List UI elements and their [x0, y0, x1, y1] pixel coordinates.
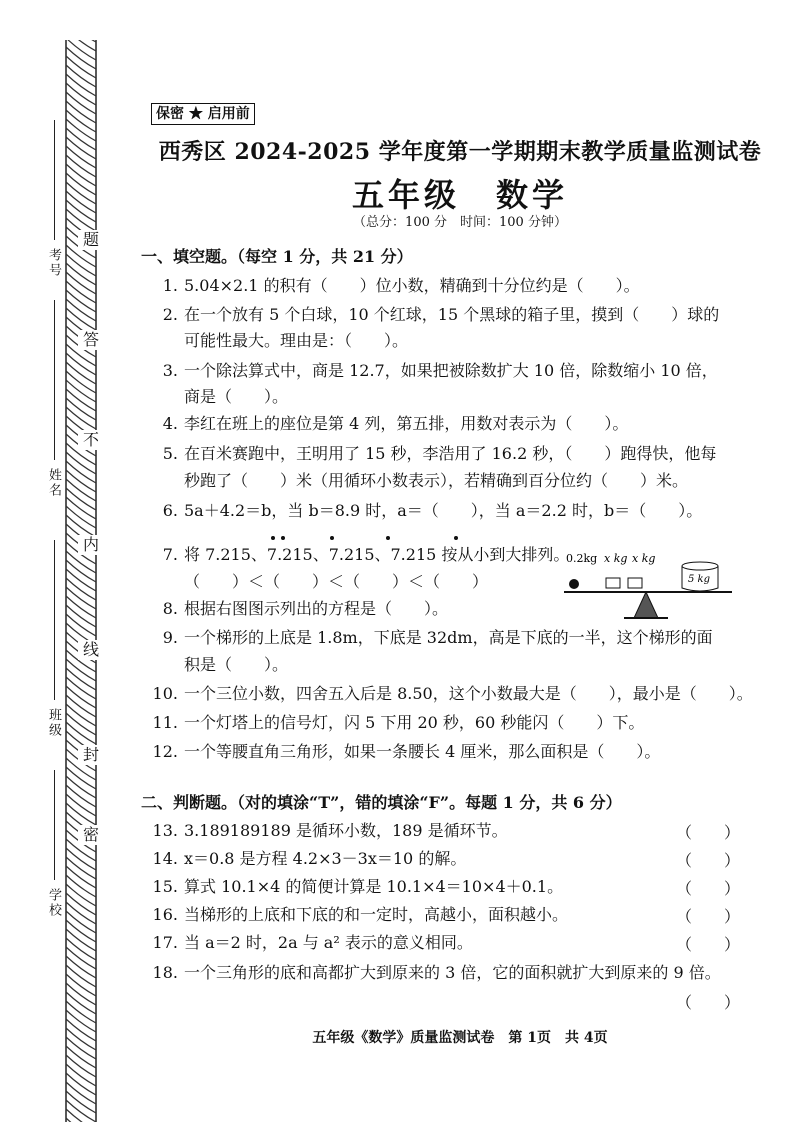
- box-weight: [628, 578, 642, 588]
- question-2-line2: 可能性最大。理由是：（ ）。: [184, 331, 409, 350]
- confidential-badge: 保密 ★ 启用前: [151, 103, 255, 125]
- question-1: 1. 5.04×2.1 的积有（ ）位小数，精确到十分位约是（ ）。: [162, 276, 640, 295]
- answer-box-14[interactable]: （ ）: [676, 851, 741, 870]
- question-10: 10. 一个三位小数，四舍五入后是 8.50，这个小数最大是（ ），最小是（ ）。: [152, 684, 753, 703]
- school-line: [54, 770, 55, 880]
- repeat-dot: [454, 536, 458, 540]
- answer-box-15[interactable]: （ ）: [676, 879, 741, 898]
- question-4: 4. 李红在班上的座位是第 4 列，第五排，用数对表示为（ ）。: [162, 414, 629, 433]
- question-8: 8. 根据右图图示列出的方程是（ ）。: [162, 599, 449, 618]
- cylinder-top: [682, 562, 718, 570]
- question-9: 9. 一个梯形的上底是 1.8m，下底是 32dm，高是下底的一半，这个梯形的面: [162, 628, 713, 647]
- question-6: 6. 5a＋4.2＝b，当 b＝8.9 时，a＝（ ），当 a＝2.2 时，b＝（ ）。: [162, 501, 703, 520]
- seal-char: 不: [78, 430, 104, 450]
- answer-box-17[interactable]: （ ）: [676, 935, 741, 954]
- question-17: 17. 当 a＝2 时，2a 与 a² 表示的意义相同。: [152, 933, 473, 952]
- question-7-line2: （ ）＜（ ）＜（ ）＜（ ）: [184, 572, 489, 591]
- section1-title: 一、填空题。（每空 1 分，共 21 分）: [141, 247, 413, 266]
- answer-box-16[interactable]: （ ）: [676, 907, 741, 926]
- exam-title: 西秀区 2024-2025 学年度第一学期期末教学质量监测试卷: [158, 139, 762, 165]
- weight-label-right: 5 kg: [688, 574, 711, 585]
- question-13: 13. 3.189189189 是循环小数，189 是循环节。: [152, 821, 508, 840]
- exam-number-line: [54, 120, 55, 240]
- repeat-dot: [386, 536, 390, 540]
- weight-label-left: 0.2kg: [566, 552, 598, 565]
- answer-box-18[interactable]: （ ）: [676, 993, 741, 1012]
- question-9-line2: 积是（ ）。: [184, 655, 289, 674]
- name-label: 姓名: [46, 468, 61, 498]
- subject-title: 五年级 数学: [351, 176, 568, 214]
- weight-label-x2: x kg: [632, 552, 656, 565]
- school-label: 学校: [46, 888, 61, 918]
- balance-figure: [562, 548, 762, 628]
- repeat-dot: [330, 536, 334, 540]
- weight-label-x1: x kg: [604, 552, 628, 565]
- answer-box-13[interactable]: （ ）: [676, 823, 741, 842]
- question-5: 5. 在百米赛跑中，王明用了 15 秒，李浩用了 16.2 秒，（ ）跑得快，他每: [162, 444, 717, 463]
- ball-weight: [569, 579, 579, 589]
- repeat-dot: [281, 536, 285, 540]
- class-label: 班级: [46, 708, 61, 738]
- balance-pivot: [634, 592, 658, 618]
- question-11: 11. 一个灯塔上的信号灯，闪 5 下用 20 秒，60 秒能闪（ ）下。: [152, 713, 645, 732]
- question-15: 15. 算式 10.1×4 的简便计算是 10.1×4＝10×4＋0.1。: [152, 877, 564, 896]
- question-14: 14. x＝0.8 是方程 4.2×3－3x＝10 的解。: [152, 849, 467, 868]
- box-weight: [606, 578, 620, 588]
- question-12: 12. 一个等腰直角三角形，如果一条腰长 4 厘米，那么面积是（ ）。: [152, 742, 661, 761]
- seal-char: 线: [78, 640, 104, 660]
- question-7: 7. 将 7.215、7.215、7.215、7.215 按从小到大排列。: [162, 545, 570, 564]
- seal-char: 封: [78, 745, 104, 765]
- question-3: 3. 一个除法算式中，商是 12.7，如果把被除数扩大 10 倍，除数缩小 10 倍，: [162, 361, 718, 380]
- question-2: 2. 在一个放有 5 个白球，10 个红球，15 个黑球的箱子里，摸到（ ）球的: [162, 305, 720, 324]
- exam-info: （总分：100 分 时间：100 分钟）: [353, 215, 567, 230]
- seal-char: 题: [78, 230, 104, 250]
- seal-char: 密: [78, 825, 104, 845]
- class-line: [54, 540, 55, 700]
- repeat-dot: [271, 536, 275, 540]
- section2-title: 二、判断题。（对的填涂“T”，错的填涂“F”。每题 1 分，共 6 分）: [141, 793, 622, 812]
- seal-char: 答: [78, 330, 104, 350]
- exam-number-label: 考号: [46, 248, 61, 278]
- question-5-line2: 秒跑了（ ）米（用循环小数表示），若精确到百分位约（ ）米。: [184, 471, 689, 490]
- name-line: [54, 300, 55, 460]
- binding-rope: [64, 40, 98, 1122]
- seal-char: 内: [78, 535, 104, 555]
- question-16: 16. 当梯形的上底和下底的和一定时，高越小，面积越小。: [152, 905, 569, 924]
- page-footer: 五年级《数学》质量监测试卷 第 1页 共 4页: [312, 1030, 608, 1046]
- question-3-line2: 商是（ ）。: [184, 387, 289, 406]
- question-18: 18. 一个三角形的底和高都扩大到原来的 3 倍，它的面积就扩大到原来的 9 倍。: [152, 963, 721, 982]
